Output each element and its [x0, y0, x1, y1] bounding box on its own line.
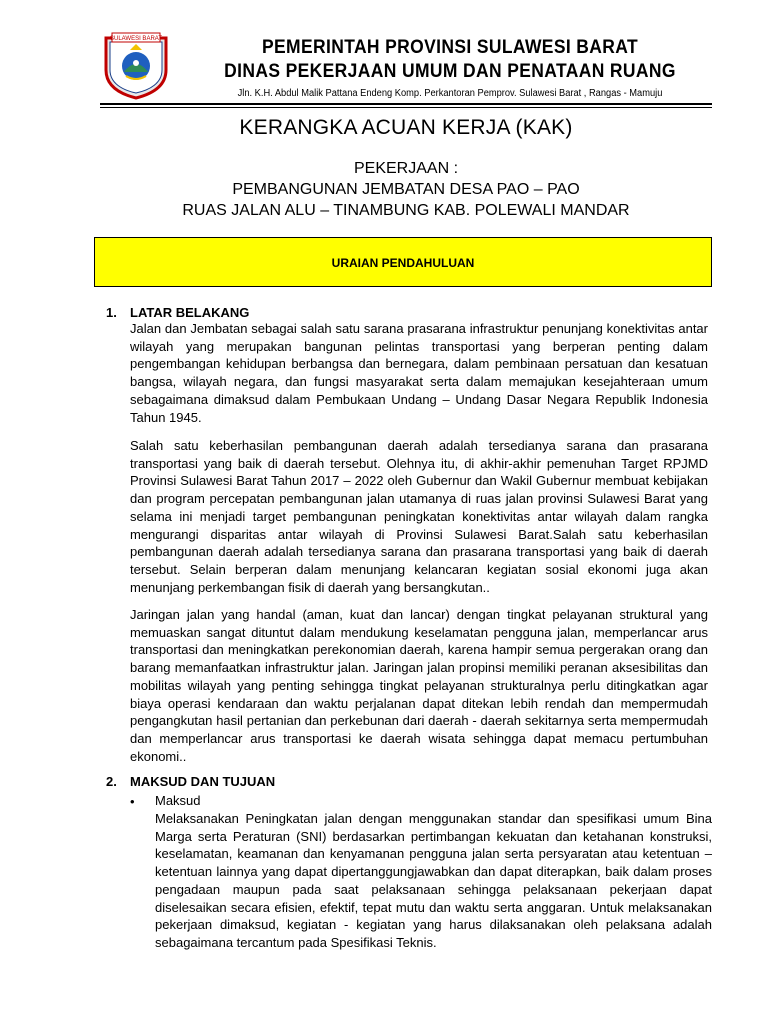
section-1-title: LATAR BELAKANG: [130, 305, 250, 320]
section-2-paragraph: Melaksanakan Peningkatan jalan dengan menggunakan standar dan spesifikasi umum Bina Marga serta Peraturan (SNI) berdasarkan pertimbangan kekuatan dan ketahanan konstruksi, keselamatan, keamanan dan kenyamanan pengguna jalan serta persyaratan atau ketentuan – ketentuan lainnya yang dapat dipertanggungjawabkan dan dapat diterapkan, baik dalam proses pengadaan maupun pada saat pelaksanaan sehingga pelaksanaan pekerjaan dapat diselesaikan secara efisien, efektif, tepat mutu dan waktu serta anggaran. Untuk melaksanakan pekerjaan dimaksud, kegiatan - kegiatan yang harus dilaksanakan oleh pelaksana adalah sebagaimana tercantum pada Spesifikasi Teknis.: [155, 811, 712, 950]
department-name: DINAS PEKERJAAN UMUM DAN PENATAAN RUANG: [224, 61, 676, 82]
project-name: PEMBANGUNAN JEMBATAN DESA PAO – PAO: [232, 181, 580, 198]
section-1-paragraph-1: Jalan dan Jembatan sebagai salah satu sarana prasarana infrastruktur penunjang konektivitas antar wilayah yang merupakan bangunan pelintas transportasi yang berperan penting dalam pengembangan kehidupan berbangsa dan bernegara, dalam pembinaan persatuan dan kesatuan bangsa, wilayah negara, dan fungsi masyarakat serta dalam memajukan kesejahteraan umum sebagaimana dimaksud dalam Pembukaan Undang – Undang Dasar Negara Republik Indonesia Tahun 1945.: [130, 321, 708, 425]
bullet-icon: •: [130, 794, 135, 809]
bullet-label-maksud: Maksud: [155, 793, 201, 808]
section-2-heading: [106, 774, 275, 789]
letterhead-rule-thin: [100, 107, 712, 108]
section-2-number: 2.: [106, 774, 117, 789]
letterhead: [190, 36, 710, 101]
office-address: Jln. K.H. Abdul Malik Pattana Endeng Komp. Perkantoran Pemprov. Sulawesi Barat , Rangas - Mamuju: [237, 88, 663, 99]
section-1-paragraph-3: Jaringan jalan yang handal (aman, kuat dan lancar) dengan tingkat pelayanan struktural yang memuaskan sangat dituntut dalam mendukung keselamatan pengguna jalan, memperlancar arus transportasi dan meningkatkan perekonomian daerah, karena hampir semua pergerakan orang dan barang memanfaatkan infrastruktur jalan. Jaringan jalan propinsi memiliki peranan aksesibilitas dan mobilitas wilayah yang penting sehingga tingkat pelayanan strukturalnya perlu ditingkatkan agar biaya operasi kendaraan dan waktu perjalanan dapat ditekan lebih rendah dan mempermudah pengangkutan hasil pertanian dan perkebunan dari daerah - daerah sekitarnya serta mempermudah dan memperlancar arus transportasi ke daerah wisata sehingga dapat memacu pertumbuhan ekonomi..: [130, 607, 708, 764]
provincial-seal-logo: [100, 30, 172, 100]
svg-text:SULAWESI BARAT: SULAWESI BARAT: [109, 36, 163, 42]
document-title: KERANGKA ACUAN KERJA (KAK): [239, 116, 573, 139]
section-banner-label: URAIAN PENDAHULUAN: [331, 256, 475, 270]
section-1-number: 1.: [106, 305, 117, 320]
government-name: PEMERINTAH PROVINSI SULAWESI BARAT: [261, 37, 639, 58]
section-banner: [94, 237, 712, 287]
job-label: PEKERJAAN :: [353, 160, 459, 177]
section-1-heading: [106, 305, 249, 320]
project-location: RUAS JALAN ALU – TINAMBUNG KAB. POLEWALI MANDAR: [182, 202, 630, 219]
section-2-title: MAKSUD DAN TUJUAN: [130, 774, 276, 789]
section-1-paragraph-2: Salah satu keberhasilan pembangunan daerah adalah tersedianya sarana dan prasarana transportasi yang baik di daerah tersebut. Olehnya itu, di akhir-akhir pemenuhan Target RPJMD Provinsi Sulawesi Barat Tahun 2017 – 2022 oleh Gubernur dan Wakil Gubernur membuat kebijakan dan program percepatan pembangunan jalan utamanya di ruas jalan provinsi Sulawesi Barat yang selama ini menjadi target pembangunan peningkatan konektivitas antar wilayah dalam rangka mengurangi disparitas antar wilayah di Provinsi Sulawesi Barat.Salah satu keberhasilan pembangunan daerah adalah tersedianya sarana dan prasarana transportasi yang baik di daerah tersebut. Selain berperan dalam menunjang kelancaran kegiatan sosial ekonomi juga akan menunjang perkembangan fisik di daerah yang bersangkutan..: [130, 438, 708, 595]
letterhead-rule-thick: [100, 103, 712, 105]
